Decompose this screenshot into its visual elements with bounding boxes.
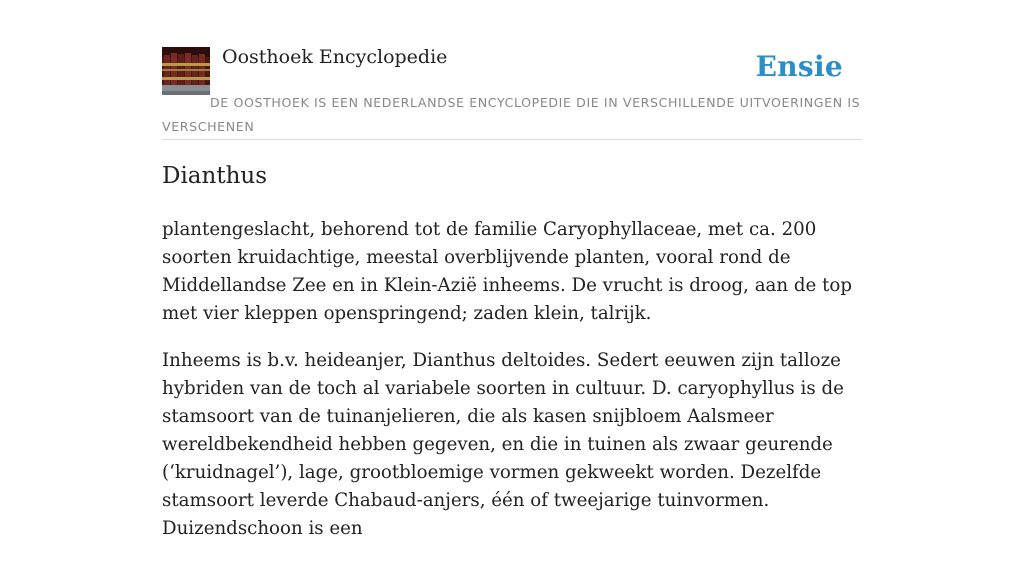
source-description: DE OOSTHOEK IS EEN NEDERLANDSE ENCYCLOPEDIE DIE IN VERSCHILLENDE UITVOERINGEN IS VERSCHENEN — [162, 95, 861, 134]
article-body — [162, 216, 874, 562]
source-header — [162, 0, 862, 140]
page-container — [162, 0, 862, 140]
source-title[interactable]: Oosthoek Encyclopedie — [222, 46, 448, 68]
brand-logo[interactable]: Ensie — [755, 50, 843, 83]
book-spines-avatar-icon[interactable] — [162, 47, 210, 95]
article-title: Dianthus — [162, 163, 267, 189]
article-paragraph: Inheems is b.v. heideanjer, Dianthus deltoides. Sedert eeuwen zijn talloze hybriden van de toch al variabele soorten in cultuur. D. caryophyllus is de stamsoort van de tuinanjelieren, die als kasen snijbloem Aalsmeer wereldbekendheid hebben gegeven, en die in tuinen als zwaar geurende (‘kruidnagel’), lage, grootbloemige vormen gekweekt worden. Dezelfde stamsoort leverde Chabaud-anjers, één of tweejarige tuinvormen. Duizendschoon is een — [162, 350, 844, 539]
article-paragraph: plantengeslacht, behorend tot de familie Caryophyllaceae, met ca. 200 soorten kruidachtige, meestal overblijvende planten, vooral rond de Middellandse Zee en in Klein-Azië inheems. De vrucht is droog, aan de top met vier kleppen openspringend; zaden klein, talrijk. — [162, 219, 852, 324]
